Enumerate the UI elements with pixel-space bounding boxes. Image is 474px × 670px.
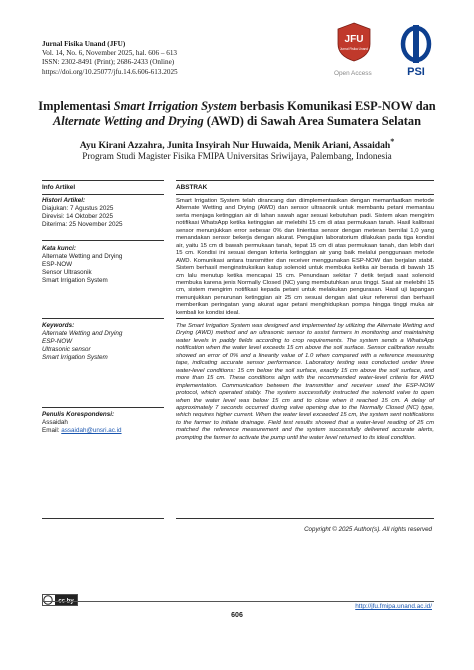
article-history bbox=[42, 197, 164, 229]
journal-name: Jurnal Fisika Unand (JFU) bbox=[42, 40, 126, 48]
psi-logo-icon bbox=[396, 24, 436, 78]
keyword-item: ESP-NOW bbox=[42, 338, 73, 345]
abstrak-heading-rule bbox=[176, 194, 434, 195]
keyword-item: Alternate Wetting and Drying bbox=[42, 330, 123, 337]
kata-kunci-label: Kata kunci: bbox=[42, 245, 76, 252]
cc-by-text: cc by bbox=[58, 598, 74, 605]
history-rule bbox=[42, 240, 164, 241]
history-accepted: Diterima: 25 November 2025 bbox=[42, 221, 123, 228]
kata-kunci bbox=[42, 245, 164, 285]
corresponding-mark: * bbox=[390, 137, 395, 146]
keyword-item: Ultrasonic sensor bbox=[42, 346, 91, 353]
history-submitted: Diajukan: 7 Agustus 2025 bbox=[42, 205, 114, 212]
history-revised: Direvisi: 14 Oktober 2025 bbox=[42, 213, 114, 220]
history-label: Histori Artikel: bbox=[42, 197, 86, 204]
open-access-label: Open Access bbox=[334, 70, 372, 77]
title-line-2-rest: (AWD) di Sawah Area Sumatera Selatan bbox=[203, 114, 421, 128]
journal-issn: ISSN: 2302-8491 (Print); 2686-2433 (Online) bbox=[42, 58, 175, 67]
journal-header bbox=[42, 40, 178, 77]
corresponding-email-link[interactable]: assaidah@unsri.ac.id bbox=[61, 427, 122, 434]
corresponding-author bbox=[42, 411, 164, 435]
abstract-top-rule bbox=[176, 180, 434, 181]
title-part-2: Smart Irrigation System bbox=[113, 99, 237, 113]
abstrak-indonesian: Smart Irrigation System telah dirancang dan diimplementasikan dengan memanfaatkan metode Alternate Wetting and Drying (AWD) dan sensor ultrasonik untuk membantu petani memantau serta menjaga ketinggian air di lahan sawah agar sesuai kebutuhan padi. Sistem akan mengirim notifikasi WhatsApp ketika ketinggian air melebihi 15 cm di atas permukaan tanah. Hasil kalibrasi sensor menunjukkan error sebesar 0% dan linieritas sensor dengan meteran bernilai 1,0 yang menandakan sensor bekerja dengan akurat. Pengujian laboratorium dilakukan pada tiga kondisi air, yaitu 15 cm di bawah permukaan tanah, tepat 15 cm di atas permukaan tanah, dan lebih dari 15 cm. Kondisi ini sesuai dengan kriteria ketinggian air yang baik melalui penggunaan metode AWD. Komunikasi antara transmitter dan receiver menggunakan ESP-NOW dan berjalan stabil. Sistem berhasil menginstruksikan katup solenoid untuk membuka ketika air berada di bawah 15 cm lalu menutup ketika mencapai 15 cm. Penundaan sekitar 7 detik terjadi saat solenoid membuka karena jenis Normally Closed (NC) yang membutuhkan arus tinggi. Saat air melebihi 15 cm, sistem mengirim notifikasi kepada petani untuk melakukan pengurasan. Hasil uji lapangan menunjukkan penurunan ketinggian air 25 cm sesuai dengan alat ukur referensi dan berhasil memberikan peringatan yang akurat agar petani menghidupkan pompa hingga tinggi muka air kembali ke kondisi ideal. bbox=[176, 198, 434, 316]
psi-logo-text: PSI bbox=[407, 66, 425, 78]
info-heading-rule bbox=[42, 194, 164, 195]
affiliation: Program Studi Magister Fisika FMIPA Universitas Sriwijaya, Palembang, Indonesia bbox=[82, 151, 392, 161]
kata-kunci-item: ESP-NOW bbox=[42, 261, 73, 268]
abstract-english: The Smart Irrigation System was designed and implemented by utilizing the Alternate Wetting and Drying (AWD) method and an ultrasonic sensor to assist farmers in monitoring and maintaining water levels in paddy fields according to crop requirements. The system sends a WhatsApp notification when the water level exceeds 15 cm above the soil surface. Sensor calibration results showed an error of 0% and a linearity value of 1.0 when compared with a reference measuring tape, indicating accurate sensor performance. Laboratory testing was conducted under three water-level conditions: 15 cm below the soil surface, exactly 15 cm above the soil surface, and more than 15 cm. These conditions align with the recommended water-level criteria for AWD implementation. Communication between the transmitter and receiver used the ESP-NOW protocol, which operated stably. The system successfully instructed the solenoid valve to open when the water level was below 15 cm and to close when it reached 15 cm. A delay of approximately 7 seconds occurred during valve opening due to the Normally Closed (NC) type, which requires higher current. When the water level exceeded 15 cm, the system sent notifications to the farmer to initiate drainage. Field test results showed that a water-level reading of 25 cm matched the reference measurement and the system successfully delivered accurate alerts, prompting the farmer to activate the pump until the water level returned to its ideal condition. bbox=[176, 323, 434, 441]
kata-kunci-item: Smart Irrigation System bbox=[42, 277, 108, 284]
journal-volume: Vol. 14, No. 6, November 2025, hal. 606 – 613 bbox=[42, 49, 178, 58]
kata-kunci-item: Alternate Wetting and Drying bbox=[42, 253, 123, 260]
abstract-en-top-rule bbox=[176, 318, 434, 319]
corresponding-email-line bbox=[42, 427, 164, 435]
email-prefix: Email: bbox=[42, 427, 62, 434]
authors-text: Ayu Kirani Azzahra, Junita Insyirah Nur Huwaida, Menik Ariani, Assaidah bbox=[79, 140, 391, 152]
journal-url-link[interactable]: http://jfu.fmipa.unand.ac.id/ bbox=[355, 603, 432, 610]
title-line-2-italic: Alternate Wetting and Drying bbox=[53, 114, 204, 128]
copyright-notice: Copyright © 2025 Author(s). All rights reserved bbox=[304, 526, 432, 533]
info-bottom-rule bbox=[42, 518, 164, 519]
corresponding-label: Penulis Korespondensi: bbox=[42, 411, 115, 418]
jfu-logo-text: JFU bbox=[344, 34, 364, 45]
keywords-top-rule-left bbox=[42, 318, 164, 319]
cc-by-license-icon[interactable] bbox=[42, 594, 78, 606]
keywords bbox=[42, 322, 164, 362]
journal-doi[interactable]: https://doi.org/10.25077/jfu.14.6.606-613.2025 bbox=[42, 67, 178, 76]
keyword-item: Smart Irrigation System bbox=[42, 354, 108, 361]
jfu-logo-icon bbox=[336, 22, 372, 62]
info-heading: Info Artikel bbox=[42, 184, 76, 191]
keywords-label: Keywords: bbox=[42, 322, 75, 329]
jfu-logo-subtext: Jurnal Fisika Unand bbox=[339, 47, 369, 51]
abstrak-heading: ABSTRAK bbox=[176, 184, 208, 191]
title-part-3: berbasis Komunikasi ESP-NOW dan bbox=[236, 99, 436, 113]
publisher-logos bbox=[336, 22, 436, 82]
footer-rule bbox=[42, 601, 434, 602]
abstract-bottom-rule bbox=[176, 518, 434, 519]
info-top-rule bbox=[42, 180, 164, 181]
paper-title bbox=[30, 99, 444, 129]
page-number: 606 bbox=[231, 612, 243, 619]
kata-kunci-item: Sensor Ultrasonik bbox=[42, 269, 92, 276]
keywords-rule bbox=[42, 407, 164, 408]
corresponding-name: Assaidah bbox=[42, 419, 68, 426]
title-part-1: Implementasi bbox=[38, 99, 114, 113]
